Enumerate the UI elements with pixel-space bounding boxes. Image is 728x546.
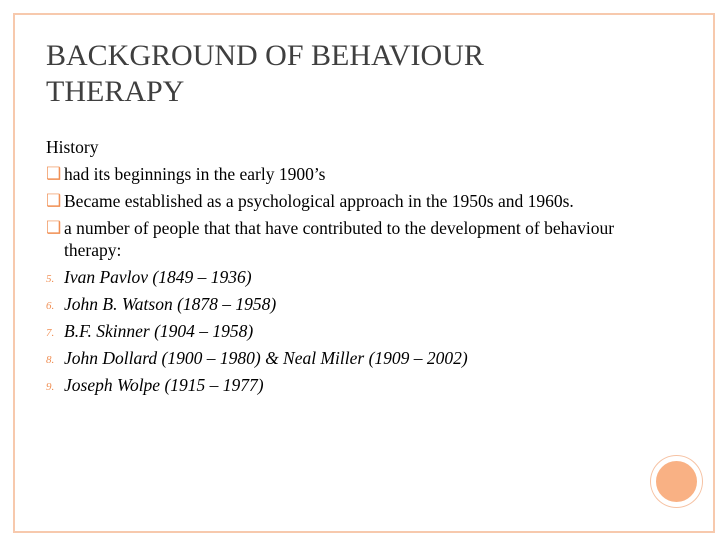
- title-line-2: THERAPY: [46, 75, 185, 108]
- bullet-icon: ❑: [46, 218, 62, 237]
- bullet-text: a number of people that that have contributed to the development of behaviour therapy:: [64, 218, 615, 260]
- numbered-text: Ivan Pavlov (1849 – 1936): [64, 267, 252, 287]
- slide-content: [46, 136, 626, 401]
- numbered-item: [46, 266, 626, 288]
- section-heading: History: [46, 137, 99, 157]
- item-number: 6.: [46, 300, 55, 312]
- numbered-text: Joseph Wolpe (1915 – 1977): [64, 375, 264, 395]
- item-number: 5.: [46, 273, 55, 285]
- numbered-item: [46, 347, 626, 369]
- item-number: 8.: [46, 354, 55, 366]
- item-number: 9.: [46, 381, 55, 393]
- numbered-text: B.F. Skinner (1904 – 1958): [64, 321, 254, 341]
- bullet-item: [46, 217, 626, 261]
- bullet-text: had its beginnings in the early 1900’s: [64, 164, 326, 184]
- bullet-icon: ❑: [46, 191, 62, 210]
- item-number: 7.: [46, 327, 55, 339]
- slide-title: [46, 38, 606, 110]
- decorative-circle: [651, 456, 702, 507]
- bullet-item: [46, 190, 626, 212]
- numbered-item: [46, 320, 626, 342]
- bullet-text: Became established as a psychological approach in the 1950s and 1960s.: [64, 191, 574, 211]
- numbered-text: John Dollard (1900 – 1980) & Neal Miller (1909 – 2002): [64, 348, 468, 368]
- numbered-item: [46, 374, 626, 396]
- bullet-item: [46, 163, 626, 185]
- numbered-text: John B. Watson (1878 – 1958): [64, 294, 277, 314]
- title-line-1: BACKGROUND OF BEHAVIOUR: [46, 39, 484, 72]
- numbered-item: [46, 293, 626, 315]
- bullet-icon: ❑: [46, 164, 62, 183]
